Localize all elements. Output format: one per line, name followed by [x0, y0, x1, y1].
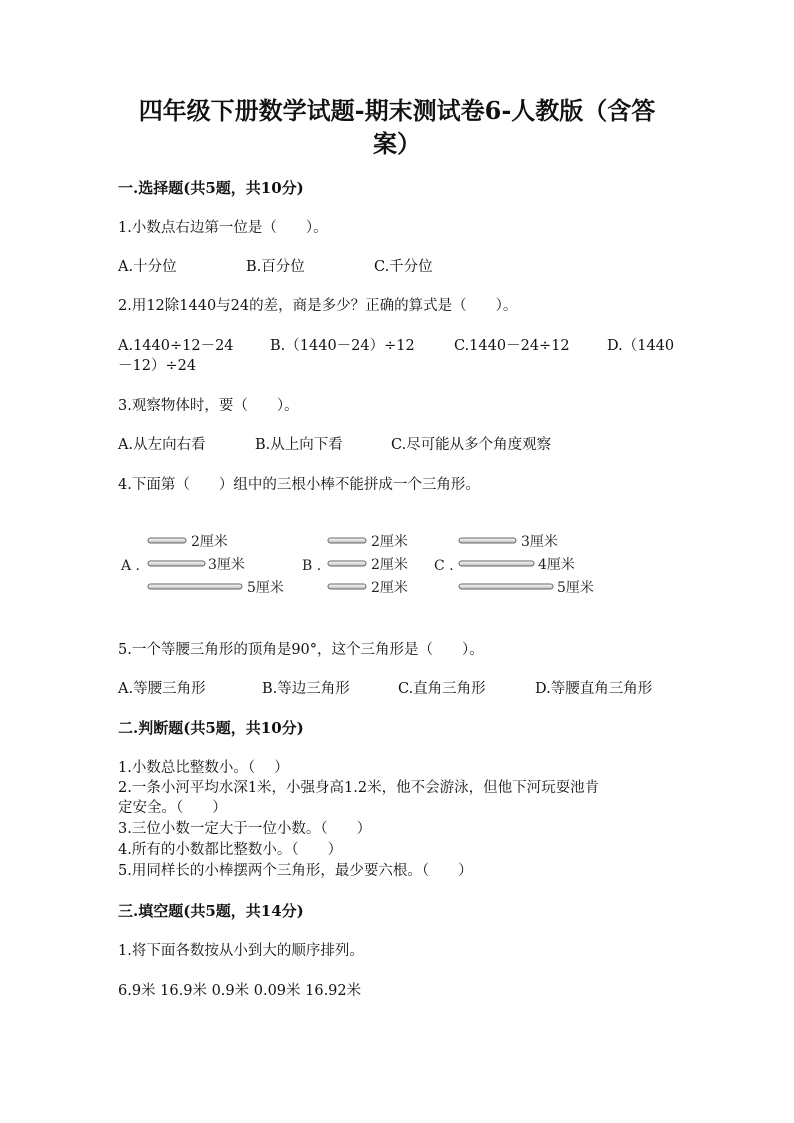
question-2-option-a: A.1440÷12－24	[118, 338, 234, 354]
question-5-option-c: C.直角三角形	[398, 681, 486, 697]
group-c-stick-2	[459, 561, 534, 566]
judge-question-4: 4.所有的小数都比整数小。（ ）	[118, 842, 343, 858]
group-c-stick-3	[459, 584, 553, 589]
group-b-stick-2	[328, 561, 366, 566]
question-2-stem: 2.用12除1440与24的差，商是多少？正确的算式是（ ）。	[118, 298, 518, 314]
group-b-stick-3	[328, 584, 366, 589]
question-2-option-d-continued: －12）÷24	[118, 358, 197, 374]
group-b-stick-1-label: 2厘米	[371, 534, 408, 550]
group-c-stick-1-label: 3厘米	[521, 534, 558, 550]
question-1-option-b: B.百分位	[246, 259, 305, 275]
fill-question-1: 1.将下面各数按从小到大的顺序排列。	[118, 943, 364, 959]
group-c-label: C .	[434, 558, 454, 574]
group-a-stick-1-label: 2厘米	[191, 534, 228, 550]
question-5-option-d: D.等腰直角三角形	[535, 681, 653, 697]
section-heading-judge: 二.判断题(共5题，共10分)	[118, 719, 304, 737]
question-3-option-b: B.从上向下看	[255, 437, 343, 453]
group-a-label: A .	[121, 558, 141, 574]
judge-question-2-line-2: 定安全。（ ）	[118, 800, 227, 816]
group-b-stick-3-label: 2厘米	[371, 580, 408, 596]
section-heading-fill: 三.填空题(共5题，共14分)	[118, 902, 304, 920]
group-c-stick-3-label: 5厘米	[557, 580, 594, 596]
question-1-option-a: A.十分位	[118, 259, 177, 275]
question-5-option-b: B.等边三角形	[262, 681, 350, 697]
question-2-option-b: B.（1440－24）÷12	[270, 338, 415, 354]
question-5-option-a: A.等腰三角形	[118, 681, 206, 697]
group-b-stick-1	[328, 538, 366, 543]
group-b-label: B .	[302, 558, 322, 574]
question-5-stem: 5.一个等腰三角形的顶角是90°，这个三角形是（ ）。	[118, 642, 484, 658]
question-3-option-c: C.尽可能从多个角度观察	[391, 437, 552, 453]
group-a-stick-1	[148, 538, 186, 543]
group-c-stick-1	[459, 538, 516, 543]
judge-question-3: 3.三位小数一定大于一位小数。（ ）	[118, 821, 372, 837]
judge-question-1: 1.小数总比整数小。（ ）	[118, 760, 289, 776]
question-4-stem: 4.下面第（ ）组中的三根小棒不能拼成一个三角形。	[118, 477, 480, 493]
question-2-option-c: C.1440－24÷12	[454, 338, 570, 354]
judge-question-5: 5.用同样长的小棒摆两个三角形，最少要六根。（ ）	[118, 863, 473, 879]
fill-question-1-values: 6.9米 16.9米 0.9米 0.09米 16.92米	[118, 983, 362, 999]
section-heading-choice: 一.选择题(共5题，共10分)	[118, 179, 304, 197]
group-b-stick-2-label: 2厘米	[371, 557, 408, 573]
question-3-stem: 3.观察物体时，要（ ）。	[118, 398, 299, 414]
group-a-stick-3-label: 5厘米	[247, 580, 284, 596]
question-2-option-d: D.（1440	[607, 338, 675, 354]
group-a-stick-2	[148, 561, 205, 566]
question-1-option-c: C.千分位	[374, 259, 433, 275]
group-a-stick-3	[148, 584, 242, 589]
page-title-line-1: 四年级下册数学试题-期末测试卷6-人教版（含答	[138, 96, 656, 125]
page-title-line-2: 案）	[373, 129, 421, 158]
question-1-stem: 1.小数点右边第一位是（ ）。	[118, 220, 328, 236]
judge-question-2-line-1: 2.一条小河平均水深1米，小强身高1.2米，他不会游泳，但他下河玩耍池肯	[118, 780, 600, 796]
question-3-option-a: A.从左向右看	[118, 437, 206, 453]
group-a-stick-2-label: 3厘米	[208, 557, 245, 573]
group-c-stick-2-label: 4厘米	[538, 557, 575, 573]
